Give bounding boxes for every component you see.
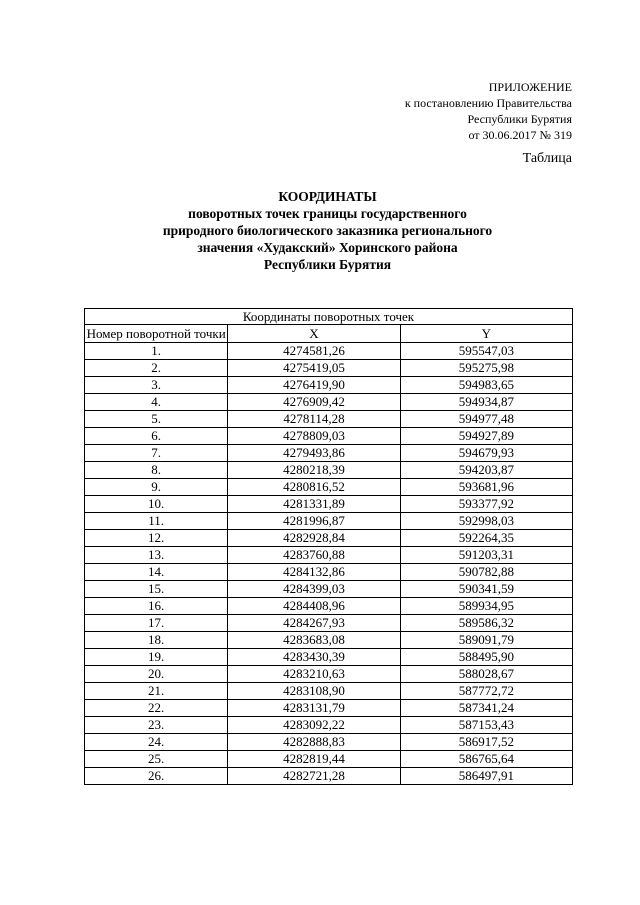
table-row (85, 428, 573, 445)
table-row (85, 734, 573, 751)
point-number-cell: 24. (85, 734, 228, 751)
x-coordinate-cell: 4284267,93 (228, 615, 400, 632)
x-coordinate-cell: 4281996,87 (228, 513, 400, 530)
table-row (85, 717, 573, 734)
x-coordinate-cell: 4280816,52 (228, 479, 400, 496)
point-number-cell: 22. (85, 700, 228, 717)
point-number-cell: 25. (85, 751, 228, 768)
y-coordinate-cell: 589586,32 (400, 615, 572, 632)
y-coordinate-cell: 587341,24 (400, 700, 572, 717)
point-number-cell: 13. (85, 547, 228, 564)
table-row (85, 479, 573, 496)
coordinates-table (84, 308, 573, 785)
table-row (85, 683, 573, 700)
table-row (85, 445, 573, 462)
table-row (85, 564, 573, 581)
y-coordinate-cell: 594983,65 (400, 377, 572, 394)
x-coordinate-cell: 4282721,28 (228, 768, 400, 785)
point-number-cell: 26. (85, 768, 228, 785)
point-number-cell: 10. (85, 496, 228, 513)
table-row (85, 394, 573, 411)
point-number-cell: 4. (85, 394, 228, 411)
table-body (85, 343, 573, 785)
document-title (90, 188, 565, 273)
table-row (85, 666, 573, 683)
title-line: природного биологического заказника регионального (162, 223, 493, 238)
title-line: Республики Бурятия (263, 257, 392, 272)
table-row (85, 360, 573, 377)
appendix-line: к постановлению Правительства (404, 96, 572, 110)
y-coordinate-cell: 589091,79 (400, 632, 572, 649)
point-number-cell: 12. (85, 530, 228, 547)
table-row (85, 462, 573, 479)
table-row (85, 581, 573, 598)
table-label: Таблица (522, 151, 572, 166)
column-header-y: Y (400, 325, 572, 343)
x-coordinate-cell: 4281331,89 (228, 496, 400, 513)
x-coordinate-cell: 4274581,26 (228, 343, 400, 360)
x-coordinate-cell: 4283092,22 (228, 717, 400, 734)
y-coordinate-cell: 588495,90 (400, 649, 572, 666)
y-coordinate-cell: 594203,87 (400, 462, 572, 479)
y-coordinate-cell: 594927,89 (400, 428, 572, 445)
y-coordinate-cell: 593681,96 (400, 479, 572, 496)
point-number-cell: 11. (85, 513, 228, 530)
point-number-cell: 23. (85, 717, 228, 734)
y-coordinate-cell: 587153,43 (400, 717, 572, 734)
y-coordinate-cell: 587772,72 (400, 683, 572, 700)
x-coordinate-cell: 4280218,39 (228, 462, 400, 479)
x-coordinate-cell: 4282819,44 (228, 751, 400, 768)
point-number-cell: 20. (85, 666, 228, 683)
x-coordinate-cell: 4279493,86 (228, 445, 400, 462)
point-number-cell: 3. (85, 377, 228, 394)
y-coordinate-cell: 592264,35 (400, 530, 572, 547)
point-number-cell: 5. (85, 411, 228, 428)
x-coordinate-cell: 4275419,05 (228, 360, 400, 377)
appendix-line: от 30.06.2017 № 319 (468, 128, 572, 142)
x-coordinate-cell: 4284408,96 (228, 598, 400, 615)
table-row (85, 513, 573, 530)
y-coordinate-cell: 586917,52 (400, 734, 572, 751)
table-row (85, 615, 573, 632)
table-row (85, 598, 573, 615)
point-number-cell: 15. (85, 581, 228, 598)
x-coordinate-cell: 4278809,03 (228, 428, 400, 445)
point-number-cell: 1. (85, 343, 228, 360)
y-coordinate-cell: 586497,91 (400, 768, 572, 785)
table-row (85, 751, 573, 768)
y-coordinate-cell: 595547,03 (400, 343, 572, 360)
table-row (85, 547, 573, 564)
x-coordinate-cell: 4276419,90 (228, 377, 400, 394)
table-row (85, 632, 573, 649)
table-row (85, 768, 573, 785)
x-coordinate-cell: 4276909,42 (228, 394, 400, 411)
point-number-cell: 2. (85, 360, 228, 377)
point-number-cell: 6. (85, 428, 228, 445)
x-coordinate-cell: 4283210,63 (228, 666, 400, 683)
point-number-cell: 7. (85, 445, 228, 462)
point-number-cell: 17. (85, 615, 228, 632)
y-coordinate-cell: 588028,67 (400, 666, 572, 683)
x-coordinate-cell: 4283108,90 (228, 683, 400, 700)
table-row (85, 530, 573, 547)
y-coordinate-cell: 592998,03 (400, 513, 572, 530)
title-line: значения «Худакский» Хоринского района (197, 240, 458, 255)
appendix-line: Республики Бурятия (467, 112, 572, 126)
table-row (85, 411, 573, 428)
y-coordinate-cell: 586765,64 (400, 751, 572, 768)
table-row (85, 343, 573, 360)
x-coordinate-cell: 4283131,79 (228, 700, 400, 717)
point-number-cell: 16. (85, 598, 228, 615)
y-coordinate-cell: 594679,93 (400, 445, 572, 462)
column-header-point: Номер поворотной точки (85, 325, 228, 343)
x-coordinate-cell: 4278114,28 (228, 411, 400, 428)
point-number-cell: 14. (85, 564, 228, 581)
x-coordinate-cell: 4283683,08 (228, 632, 400, 649)
title-line: поворотных точек границы государственного (188, 206, 467, 221)
point-number-cell: 9. (85, 479, 228, 496)
x-coordinate-cell: 4284132,86 (228, 564, 400, 581)
y-coordinate-cell: 591203,31 (400, 547, 572, 564)
table-row (85, 649, 573, 666)
x-coordinate-cell: 4282928,84 (228, 530, 400, 547)
y-coordinate-cell: 595275,98 (400, 360, 572, 377)
x-coordinate-cell: 4282888,83 (228, 734, 400, 751)
y-coordinate-cell: 589934,95 (400, 598, 572, 615)
appendix-line: ПРИЛОЖЕНИЕ (488, 80, 572, 94)
table-caption: Координаты поворотных точек (85, 309, 573, 325)
point-number-cell: 19. (85, 649, 228, 666)
table-row (85, 377, 573, 394)
point-number-cell: 18. (85, 632, 228, 649)
x-coordinate-cell: 4283760,88 (228, 547, 400, 564)
y-coordinate-cell: 590782,88 (400, 564, 572, 581)
table-row (85, 496, 573, 513)
column-header-x: X (228, 325, 400, 343)
y-coordinate-cell: 594977,48 (400, 411, 572, 428)
y-coordinate-cell: 590341,59 (400, 581, 572, 598)
y-coordinate-cell: 593377,92 (400, 496, 572, 513)
y-coordinate-cell: 594934,87 (400, 394, 572, 411)
point-number-cell: 21. (85, 683, 228, 700)
appendix-block (405, 79, 572, 143)
table-row (85, 700, 573, 717)
point-number-cell: 8. (85, 462, 228, 479)
title-line: КООРДИНАТЫ (278, 189, 377, 204)
x-coordinate-cell: 4284399,03 (228, 581, 400, 598)
x-coordinate-cell: 4283430,39 (228, 649, 400, 666)
